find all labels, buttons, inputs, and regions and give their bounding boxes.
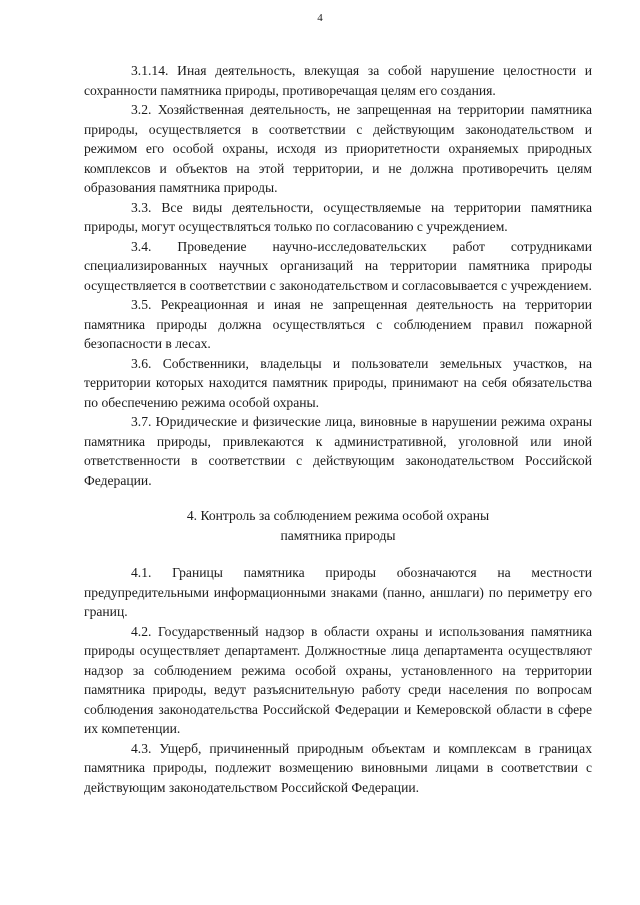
page-number: 4 — [317, 12, 323, 24]
paragraph-3-5: 3.5. Рекреационная и иная не запрещенная деятельность на территории памятника природы должна осуществляться с соблюдением правил пожарной безопасности в лесах. — [84, 297, 592, 351]
paragraph-3-6: 3.6. Собственники, владельцы и пользователи земельных участков, на территории которых находится памятник природы, принимают на себя обязательства по обеспечению режима особой охраны. — [84, 355, 592, 410]
section-4-heading-line-2: памятника природы — [280, 527, 396, 543]
paragraph-3-2: 3.2. Хозяйственная деятельность, не запрещенная на территории памятника природы, осуществляется в соответствии с действующим законодательством и режимом его особой охраны, исходя из приоритетности охраняемых природных комплексов и объектов на этой территории, и не должна противоречить целям образования памятника природы. — [84, 102, 592, 195]
section-4-heading — [84, 506, 592, 545]
paragraph-3-1-14: 3.1.14. Иная деятельность, влекущая за собой нарушение целостности и сохранности памятника природы, противоречащая целям его создания. — [84, 63, 592, 98]
section-4-heading-line-1: 4. Контроль за соблюдением режима особой охраны — [186, 508, 490, 523]
paragraph-4-2: 4.2. Государственный надзор в области охраны и использования памятника природы осуществляет департамент. Должностные лица департамента осуществляют надзор за соблюдением режима особой охраны, установленного на территории памятника природы, ведут разъяснительную работу среди населения по вопросам соблюдения законодательства Российской Федерации и Кемеровской области в сфере их компетенции. — [84, 623, 592, 736]
paragraph-4-1: 4.1. Границы памятника природы обозначаются на местности предупредительными информационными знаками (панно, аншлаги) по периметру его границ. — [84, 565, 592, 619]
paragraph-3-3: 3.3. Все виды деятельности, осуществляемые на территории памятника природы, могут осуществляться только по согласованию с учреждением. — [84, 199, 592, 234]
paragraph-3-7: 3.7. Юридические и физические лица, виновные в нарушении режима охраны памятника природы, привлекаются к административной, уголовной или иной ответственности в соответствии с действующим законодательством Российской Федерации. — [84, 414, 592, 488]
paragraph-3-4: 3.4. Проведение научно-исследовательских работ сотрудниками специализированных научных организаций на территории памятника природы осуществляется в соответствии с законодательством и согласовывается с учреждением. — [84, 238, 592, 293]
paragraph-4-3: 4.3. Ущерб, причиненный природным объектам и комплексам в границах памятника природы, подлежит возмещению виновными лицами в соответствии с действующим законодательством Российской Федерации. — [84, 740, 592, 795]
document-body — [84, 61, 592, 797]
